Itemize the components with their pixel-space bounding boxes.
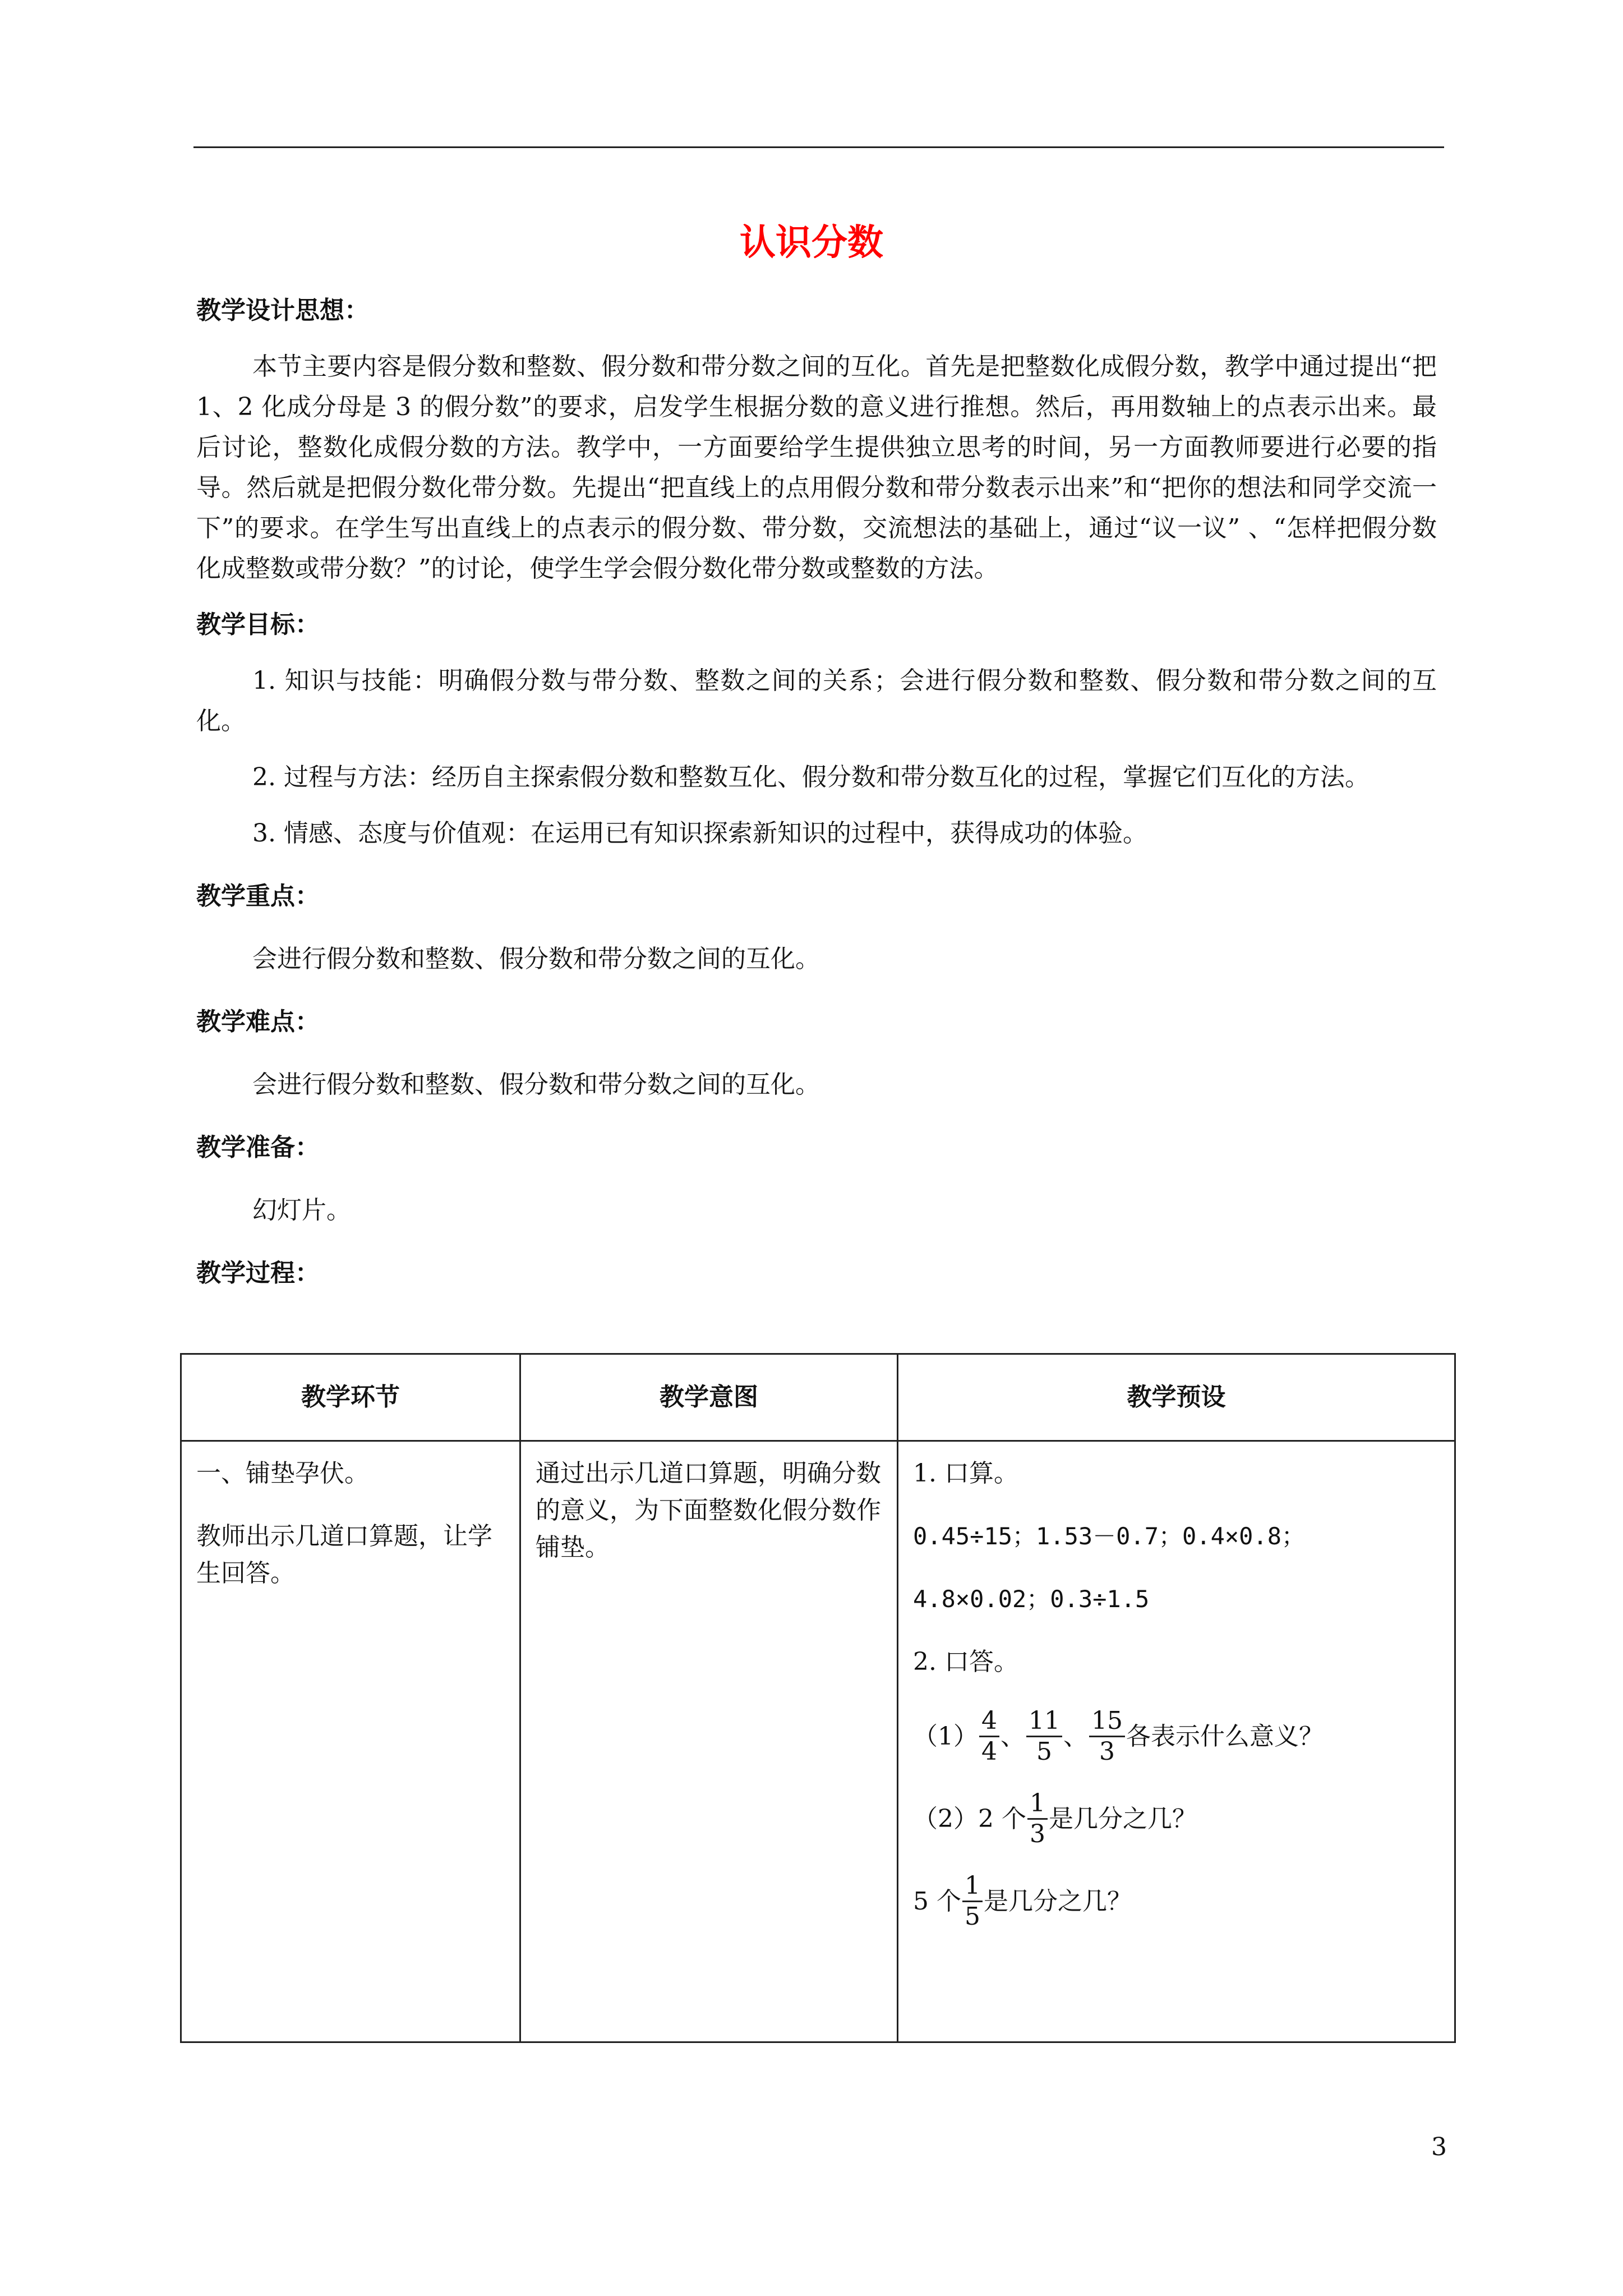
- table-header-row: [181, 1354, 1455, 1441]
- intent-text: 通过出示几道口算题，明确分数的意义，为下面整数化假分数作铺垫。: [536, 1459, 881, 1562]
- fraction: [1027, 1789, 1048, 1849]
- key-points-text: 会进行假分数和整数、假分数和带分数之间的互化。: [252, 945, 820, 973]
- plan-item-2: 2. 口答。: [913, 1648, 1018, 1676]
- fraction-numerator: 1: [962, 1871, 983, 1902]
- header-stage: 教学环节: [181, 1354, 520, 1441]
- header-rule: [193, 146, 1444, 148]
- fraction-denominator: 3: [1099, 1737, 1115, 1766]
- fraction-numerator: 11: [1026, 1706, 1062, 1737]
- question-2-suffix: 是几分之几？: [1048, 1804, 1197, 1833]
- goals-heading: 教学目标：: [196, 610, 320, 639]
- header-plan: 教学预设: [898, 1354, 1455, 1441]
- teaching-process-table: [180, 1353, 1456, 2043]
- design-paragraph: 本节主要内容是假分数和整数、假分数和带分数之间的互化。首先是把整数化成假分数，教学中通过提出“把 1、2 化成分母是 3 的假分数”的要求，启发学生根据分数的意义进行推想。然后，再用数轴上的点表示出来。最后讨论，整数化成假分数的方法。教学中，一方面要给学生提供独立思考的时间，另一方面教师要进行必要的指导。然后就是把假分数化带分数。先提出“把直线上的点用假分数和带分数表示出来”和“把你的想法和同学交流一下”的要求。在学生写出直线上的点表示的假分数、带分数，交流想法的基础上，通过“议一议” 、“怎样把假分数化成整数或带分数？”的讨论，使学生学会假分数化带分数或整数的方法。: [196, 352, 1437, 583]
- document-body: [196, 291, 1437, 1294]
- preparation-text: 幻灯片。: [252, 1196, 351, 1225]
- fraction-denominator: 5: [1036, 1737, 1052, 1766]
- fraction-denominator: 3: [1029, 1820, 1045, 1848]
- separator: 、: [1063, 1722, 1088, 1751]
- stage-cell: [181, 1441, 520, 2042]
- design-heading: 教学设计思想：: [196, 296, 369, 325]
- intent-cell: [520, 1441, 898, 2042]
- plan-cell: [898, 1441, 1455, 2042]
- goal-item-3: 3. 情感、态度与价值观：在运用已有知识探索新知识的过程中，获得成功的体验。: [252, 819, 1147, 848]
- fraction: [1026, 1706, 1062, 1766]
- preparation-heading: 教学准备：: [196, 1133, 320, 1162]
- goal-item-2: 2. 过程与方法：经历自主探索假分数和整数互化、假分数和带分数互化的过程，掌握它们互化的方法。: [252, 763, 1370, 792]
- document-title: 认识分数: [740, 222, 883, 264]
- table-row: [181, 1441, 1455, 2042]
- header-intent: 教学意图: [520, 1354, 898, 1441]
- goal-item-1: 1. 知识与技能：明确假分数与带分数、整数之间的关系；会进行假分数和整数、假分数和带分数之间的互化。: [196, 666, 1437, 735]
- calc-line-2: 4.8×0.02；0.3÷1.5: [913, 1585, 1150, 1613]
- question-3-prefix: 5 个: [913, 1887, 961, 1916]
- separator: 、: [1000, 1722, 1025, 1751]
- fraction-numerator: 1: [1027, 1789, 1048, 1820]
- page-number: 3: [1431, 2133, 1447, 2161]
- stage-title: 一、铺垫孕伏。: [196, 1459, 369, 1488]
- process-heading: 教学过程：: [196, 1259, 320, 1287]
- question-1: [913, 1706, 1440, 1766]
- fraction: [979, 1706, 999, 1766]
- plan-item-1: 1. 口算。: [913, 1459, 1018, 1488]
- key-points-heading: 教学重点：: [196, 882, 320, 910]
- question-2-prefix: （2）2 个: [913, 1804, 1026, 1833]
- question-2: [913, 1789, 1440, 1849]
- question-3: [913, 1871, 1440, 1931]
- fraction: [1089, 1706, 1125, 1766]
- difficulty-heading: 教学难点：: [196, 1007, 320, 1036]
- calc-line-1: 0.45÷15；1.53－0.7；0.4×0.8；: [913, 1522, 1306, 1550]
- fraction-denominator: 5: [964, 1902, 980, 1931]
- fraction-numerator: 4: [979, 1706, 999, 1737]
- difficulty-text: 会进行假分数和整数、假分数和带分数之间的互化。: [252, 1070, 820, 1099]
- question-1-suffix: 各表示什么意义？: [1126, 1722, 1324, 1751]
- stage-description: 教师出示几道口算题，让学生回答。: [196, 1522, 492, 1588]
- question-3-suffix: 是几分之几？: [983, 1887, 1132, 1916]
- question-1-prefix: （1）: [913, 1722, 978, 1751]
- fraction-denominator: 4: [981, 1737, 997, 1766]
- fraction: [962, 1871, 983, 1931]
- fraction-numerator: 15: [1089, 1706, 1125, 1737]
